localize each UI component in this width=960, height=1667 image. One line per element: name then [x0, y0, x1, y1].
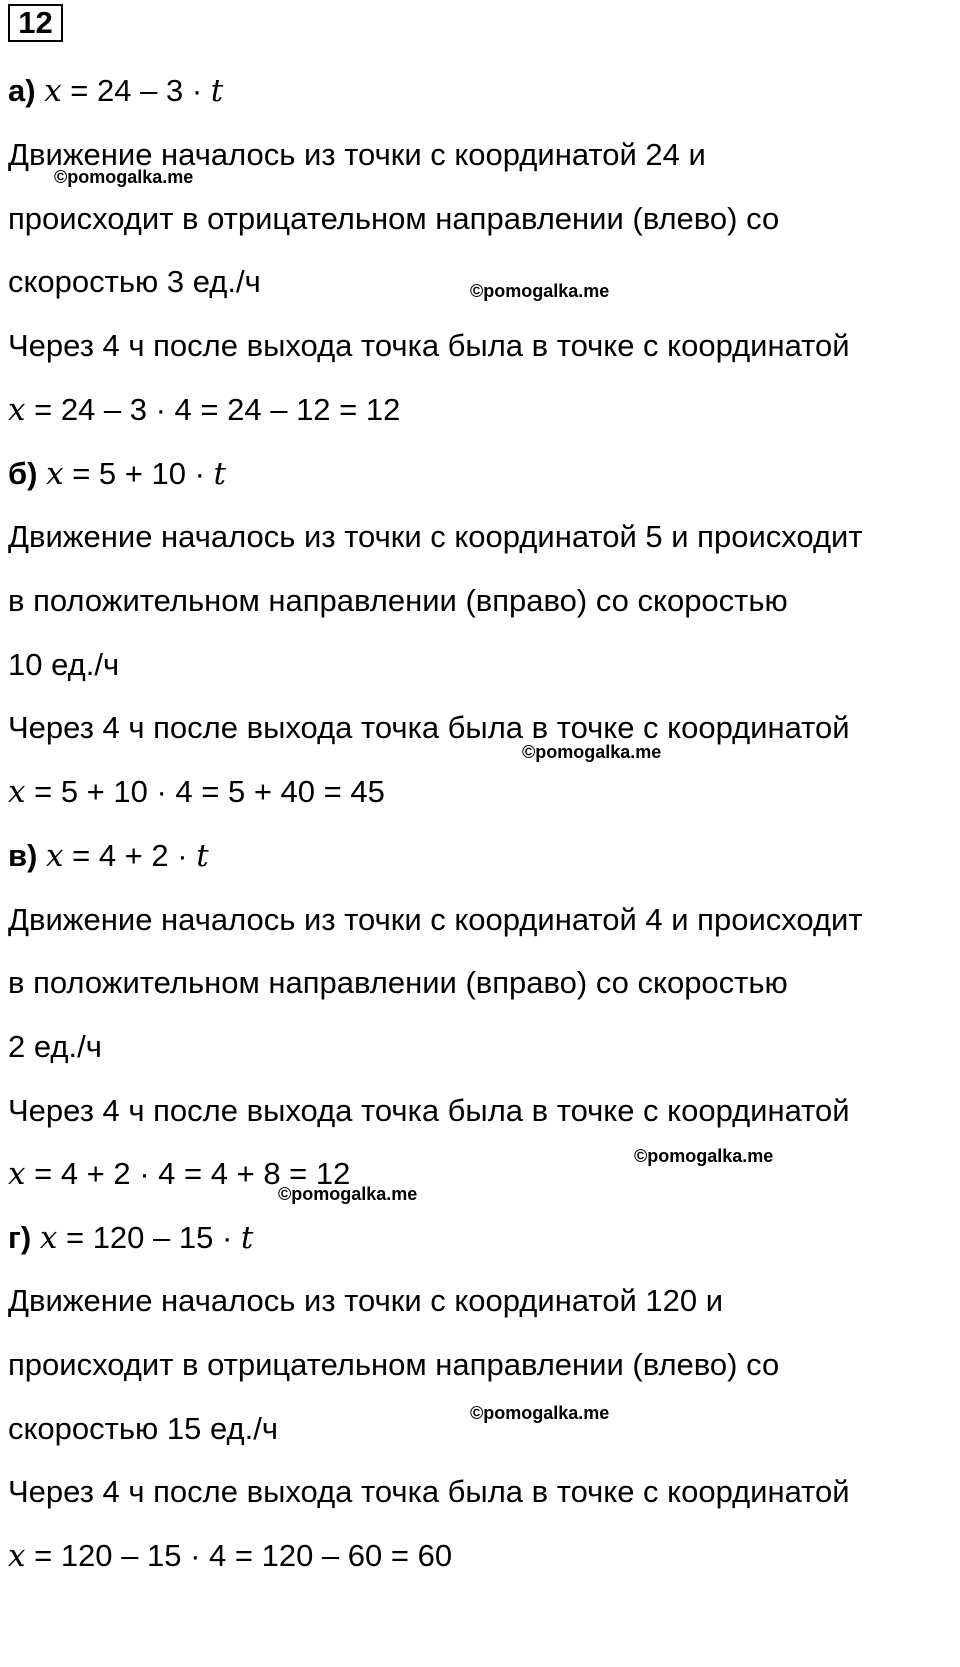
- watermark: ©pomogalka.me: [470, 1403, 610, 1423]
- part-v-var-x: x: [46, 838, 64, 874]
- part-a-formula: [8, 71, 223, 111]
- part-v-var-t: t: [196, 838, 209, 874]
- part-v-desc-line-2: в положительном направлении (вправо) со скоростью: [8, 965, 788, 1000]
- part-b-var-x: x: [46, 456, 64, 492]
- part-v-desc-line-1: Движение началось из точки с координатой 4 и происходит: [8, 902, 863, 937]
- part-a-calc-var: x: [8, 392, 26, 428]
- part-b-formula: [8, 454, 226, 494]
- part-a-calculation: [8, 390, 400, 430]
- part-v-label: в): [8, 838, 38, 873]
- part-a-var-x: x: [44, 73, 62, 109]
- part-v-calc-text: = 4 + 2 · 4 = 4 + 8 = 12: [25, 1156, 351, 1191]
- part-g-result-intro: Через 4 ч после выхода точка была в точке с координатой: [8, 1474, 850, 1509]
- watermark: ©pomogalka.me: [54, 167, 194, 187]
- part-b-calculation: [8, 772, 385, 812]
- task-number: 12: [8, 4, 63, 42]
- part-b-calc-text: = 5 + 10 · 4 = 5 + 40 = 45: [25, 774, 385, 809]
- watermark: ©pomogalka.me: [634, 1146, 774, 1166]
- part-b-label: б): [8, 456, 38, 491]
- part-a-desc-line-3: скоростью 3 ед./ч: [8, 264, 261, 299]
- part-a-desc-line-1: Движение началось из точки с координатой 24 и: [8, 137, 706, 172]
- part-g-calculation: [8, 1536, 452, 1576]
- part-b-formula-text: = 5 + 10 ·: [63, 456, 214, 491]
- part-a-calc-text: = 24 – 3 · 4 = 24 – 12 = 12: [25, 392, 401, 427]
- part-b-result-intro: Через 4 ч после выхода точка была в точке с координатой: [8, 710, 850, 745]
- part-a-var-t: t: [210, 73, 224, 109]
- part-b-var-t: t: [213, 456, 226, 492]
- part-b-desc-line-1: Движение началось из точки с координатой 5 и происходит: [8, 519, 863, 554]
- part-v-result-intro: Через 4 ч после выхода точка была в точке с координатой: [8, 1093, 850, 1128]
- part-a-desc-line-2: происходит в отрицательном направлении (влево) со: [8, 201, 780, 236]
- part-a-formula-text: = 24 – 3 ·: [61, 73, 211, 108]
- part-v-formula-text: = 4 + 2 ·: [63, 838, 197, 873]
- part-g-var-x: x: [39, 1220, 58, 1256]
- watermark: ©pomogalka.me: [470, 281, 610, 301]
- part-g-var-t: t: [240, 1220, 254, 1256]
- part-g-desc-line-3: скоростью 15 ед./ч: [8, 1411, 278, 1446]
- part-v-calc-var: x: [8, 1156, 26, 1192]
- watermark: ©pomogalka.me: [278, 1184, 418, 1204]
- part-v-formula: [8, 836, 209, 876]
- part-v-desc-line-3: 2 ед./ч: [8, 1029, 102, 1064]
- part-b-calc-var: x: [8, 774, 26, 810]
- part-b-desc-line-2: в положительном направлении (вправо) со скоростью: [8, 583, 788, 618]
- part-g-formula-text: = 120 – 15 ·: [57, 1220, 241, 1255]
- part-g-calc-text: = 120 – 15 · 4 = 120 – 60 = 60: [25, 1538, 453, 1573]
- part-g-calc-var: x: [8, 1538, 26, 1574]
- part-g-label: г): [8, 1220, 32, 1255]
- part-a-result-intro: Через 4 ч после выхода точка была в точке с координатой: [8, 328, 850, 363]
- part-g-desc-line-1: Движение началось из точки с координатой 120 и: [8, 1283, 724, 1318]
- watermark: ©pomogalka.me: [522, 742, 662, 762]
- part-g-formula: [8, 1218, 253, 1258]
- part-a-label: а): [8, 73, 36, 108]
- part-g-desc-line-2: происходит в отрицательном направлении (влево) со: [8, 1347, 780, 1382]
- part-b-desc-line-3: 10 ед./ч: [8, 647, 120, 682]
